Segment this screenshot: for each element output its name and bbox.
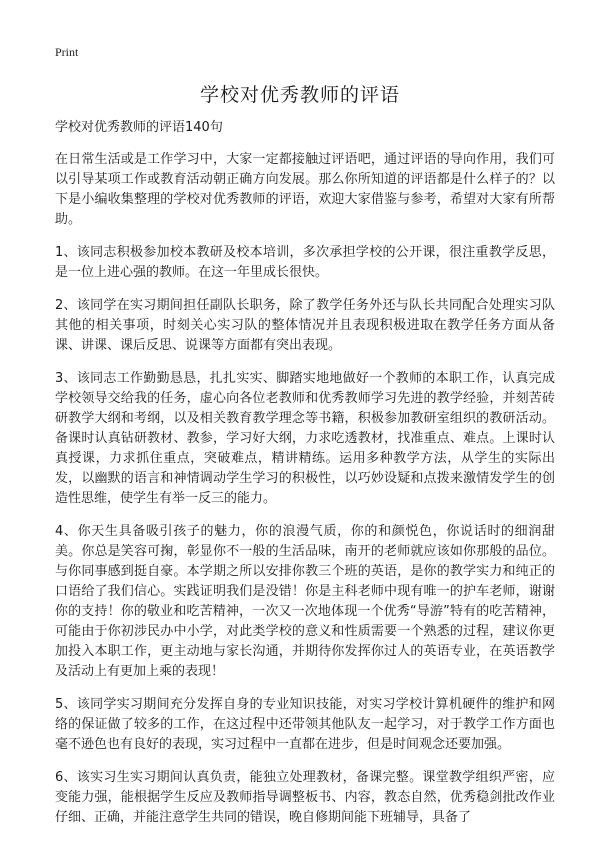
comment-paragraph-3: 3、该同志工作勤勤恳恳，扎扎实实、脚踏实地地做好一个教师的本职工作，认真完成学校领导交给我的任务，虚心向各位老教师和优秀教师学习先进的教学经验，并刻苦砖研教学大纲和考纲，以及相关教育教学理念等书籍，积极参加教研室组织的教研活动。备课时认真钻研教材、教参，学习好大纲，力求吃透教材，找准重点、难点。上课时认真授课，力求抓住重点，突破难点，精讲精练。运用多种教学方法，从学生的实际出发，以幽默的语言和神情调动学生学习的积极性，以巧妙设疑和点拨来激情发学生的创造性思维，使学生有举一反三的能力。 bbox=[55, 371, 555, 506]
comment-paragraph-4: 4、你天生具备吸引孩子的魅力，你的浪漫气质，你的和颜悦色，你说话时的细润甜美。你总是笑容可掬，彰显你不一般的生活品味，南开的老师就应该如你那般的品位。与你同事感到挺自豪。本学期之所以安排你教三个班的英语，是你的教学实力和纯正的口语给了我们信心。实践证明我们是没错！你是主科老师中现有唯一的护车老师，谢谢你的支持！你的敬业和吃苦精神，一次又一次地体现一个优秀“导游”特有的吃苦精神，可能由于你初涉民办中小学，对此类学校的意义和性质需要一个熟悉的过程，建议你更加投入本职工作，更主动地与家长沟通，并期待你发挥你过人的英语专业，在英语教学及活动上有更加上乘的表现！ bbox=[55, 524, 555, 679]
comment-paragraph-6: 6、该实习生实习期间认真负责，能独立处理教材，备课完整。课堂教学组织严密，应变能力强，能根据学生反应及教师指导调整板书、内容，教态自然，优秀稳剑批改作业仔细、正确，并能注意学生共同的错误，晚自修期间能下班辅导，具备了 bbox=[55, 770, 555, 825]
document-title: 学校对优秀教师的评语 bbox=[199, 84, 400, 106]
document-subtitle: 学校对优秀教师的评语140句 bbox=[55, 120, 223, 135]
intro-paragraph: 在日常生活或是工作学习中，大家一定都接触过评语吧，通过评语的导向作用，我们可以引导某项工作或教育活动朝正确方向发展。那么你所知道的评语都是什么样子的？以下是小编收集整理的学校对优秀教师的评语，欢迎大家借鉴与参考，希望对大家有所帮助。 bbox=[55, 152, 555, 227]
print-link[interactable]: Print bbox=[55, 45, 79, 59]
comment-paragraph-2: 2、该同学在实习期间担任副队长职务，除了教学任务外还与队长共同配合处理实习队其他的相关事项，时刻关心实习队的整体情况并且表现积极进取在教学任务方面从备课、讲课、课后反思、说课等方面都有突出表现。 bbox=[55, 298, 555, 353]
comment-paragraph-1: 1、该同志积极参加校本教研及校本培训，多次承担学校的公开课，很注重教学反思，是一位上进心强的教师。在这一年里成长很快。 bbox=[55, 245, 555, 280]
comment-paragraph-5: 5、该同学实习期间充分发挥自身的专业知识技能，对实习学校计算机硬件的维护和网络的保证做了较多的工作，在这过程中还带领其他队友一起学习，对于教学工作方面也毫不逊色也有良好的表现，实习过程中一直都在进步，但是时间观念还要加强。 bbox=[55, 697, 555, 752]
document-body bbox=[55, 118, 555, 841]
